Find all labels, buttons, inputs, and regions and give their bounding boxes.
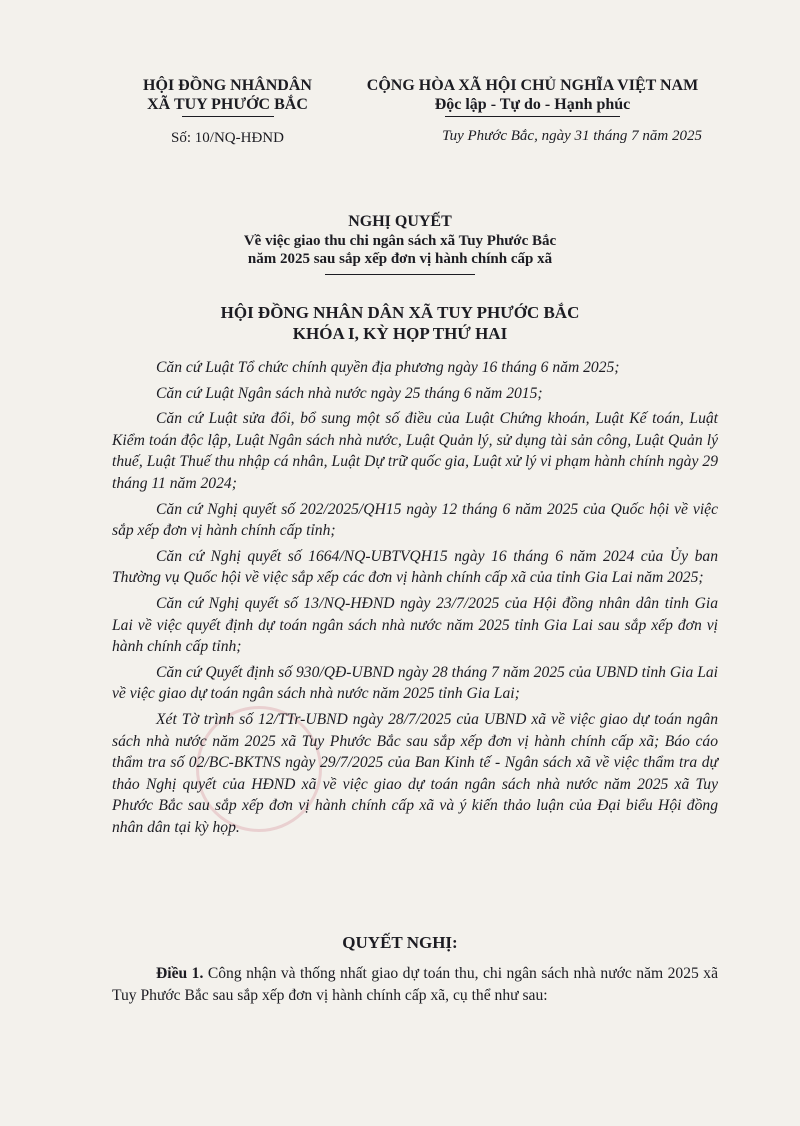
- legal-basis-paragraph: Căn cứ Nghị quyết số 202/2025/QH15 ngày 12 tháng 6 năm 2025 của Quốc hội về việc sắp xếp đơn vị hành chính cấp tỉnh;: [112, 500, 718, 540]
- article-1: [112, 963, 718, 1006]
- council-name: HỘI ĐỒNG NHÂN DÂN XÃ TUY PHƯỚC BẮC: [220, 303, 580, 322]
- article-1-text: Công nhận và thống nhất giao dự toán thu, chi ngân sách nhà nước năm 2025 xã Tuy Phước Bắc sau sắp xếp đơn vị hành chính cấp xã, cụ thể như sau:: [112, 965, 718, 1004]
- legal-bases: [112, 357, 718, 842]
- motto-underline: [445, 116, 620, 117]
- council-session: KHÓA I, KỲ HỌP THỨ HAI: [292, 324, 508, 343]
- legal-basis-paragraph: Căn cứ Luật Ngân sách nhà nước ngày 25 tháng 6 năm 2015;: [156, 384, 543, 402]
- resolution-title: [160, 212, 640, 275]
- legal-basis-paragraph: Căn cứ Nghị quyết số 13/NQ-HĐND ngày 23/7/2025 của Hội đồng nhân dân tỉnh Gia Lai về việc quyết định dự toán ngân sách nhà nước năm 2025 tỉnh Gia Lai sau sắp xếp đơn vị hành chính cấp tỉnh;: [112, 594, 718, 656]
- national-motto: Độc lập - Tự do - Hạnh phúc: [434, 96, 631, 113]
- authority-underline: [182, 116, 274, 117]
- legal-basis-paragraph: Căn cứ Luật Tổ chức chính quyền địa phương ngày 16 tháng 6 năm 2025;: [156, 359, 620, 376]
- subject-line2: năm 2025 sau sắp xếp đơn vị hành chính cấp xã: [247, 251, 553, 267]
- legal-basis-paragraph: Căn cứ Quyết định số 930/QĐ-UBND ngày 28 tháng 7 năm 2025 của UBND tỉnh Gia Lai về việc giao dự toán ngân sách nhà nước năm 2025 tỉnh Gia Lai;: [112, 663, 718, 703]
- council-heading: [150, 302, 650, 344]
- authority-name-line1: HỘI ĐỒNG NHÂNDÂN: [143, 77, 312, 94]
- document-number: Số: 10/NQ-HĐND: [171, 130, 284, 146]
- authority-name-line2: XÃ TUY PHƯỚC BẮC: [147, 96, 308, 113]
- submission-paragraph: Xét Tờ trình số 12/TTr-UBND ngày 28/7/2025 của UBND xã về việc giao dự toán ngân sách nhà nước năm 2025 xã Tuy Phước Bắc sau sắp xếp đơn vị hành chính cấp xã; Báo cáo thẩm tra số 02/BC-BKTNS ngày 29/7/2025 của Ban Kinh tế - Ngân sách xã về việc thẩm tra dự thảo Nghị quyết của HĐND xã về việc giao dự toán ngân sách nhà nước năm 2025 xã Tuy Phước Bắc sau sắp xếp đơn vị hành chính cấp xã và ý kiến thảo luận của Đại biểu Hội đồng nhân dân tại kỳ họp.: [112, 710, 718, 836]
- issuing-authority: [120, 76, 335, 147]
- title-underline: [325, 274, 475, 275]
- document-type: NGHỊ QUYẾT: [348, 213, 452, 230]
- subject-line1: Về việc giao thu chi ngân sách xã Tuy Phước Bắc: [243, 233, 557, 249]
- national-heading: [345, 76, 720, 145]
- legal-basis-paragraph: Căn cứ Nghị quyết số 1664/NQ-UBTVQH15 ngày 16 tháng 6 năm 2024 của Ủy ban Thường vụ Quốc hội về việc sắp xếp các đơn vị hành chính cấp xã của tỉnh Gia Lai năm 2025;: [112, 547, 718, 587]
- article-1-label: Điều 1.: [156, 965, 204, 982]
- legal-basis-paragraph: Căn cứ Luật sửa đổi, bổ sung một số điều của Luật Chứng khoán, Luật Kế toán, Luật Kiểm toán độc lập, Luật Ngân sách nhà nước, Luật Quản lý, sử dụng tài sản công, Luật Quản lý thuế, Luật Thuế thu nhập cá nhân, Luật Dự trữ quốc gia, Luật xử lý vi phạm hành chính ngày 29 tháng 11 năm 2024;: [112, 410, 718, 492]
- place-and-date: Tuy Phước Bắc, ngày 31 tháng 7 năm 2025: [442, 128, 702, 144]
- decision-heading: QUYẾT NGHỊ:: [342, 933, 458, 952]
- nation-name: CỘNG HÒA XÃ HỘI CHỦ NGHĨA VIỆT NAM: [366, 77, 699, 94]
